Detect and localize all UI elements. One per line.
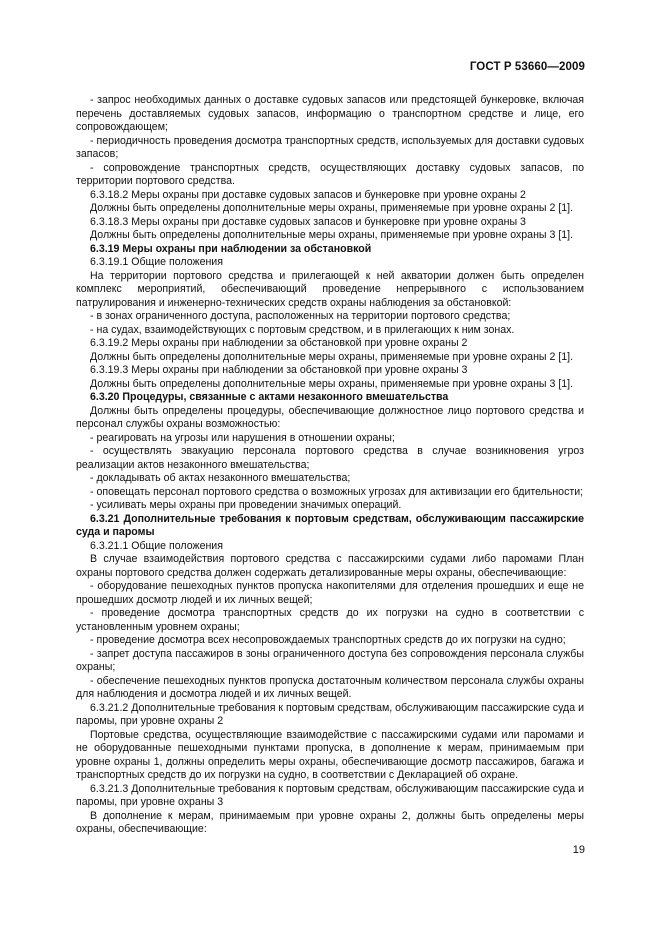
paragraph: Должны быть определены процедуры, обеспечивающие должностное лицо портового средства и персонал службы охраны возможностью: <box>76 404 584 430</box>
paragraph: - на судах, взаимодействующих с портовым средством, и в прилегающих к ним зонах. <box>90 323 515 336</box>
section-heading: 6.3.19 Меры охраны при наблюдении за обстановкой <box>90 242 372 255</box>
page-number: 19 <box>572 844 585 856</box>
paragraph: - усиливать меры охраны при проведении значимых операций. <box>90 499 402 511</box>
paragraph: - докладывать об актах незаконного вмешательства; <box>90 472 351 484</box>
standard-number: ГОСТ Р 53660—2009 <box>469 61 585 73</box>
paragraph: Должны быть определены дополнительные меры охраны, применяемые при уровне охраны 2 [1]. <box>90 350 574 363</box>
paragraph: - оборудование пешеходных пунктов пропуска накопителями для отделения прошедших и еще не прошедших досмотр людей и их личных вещей; <box>76 580 584 606</box>
paragraph: 6.3.19.3 Меры охраны при наблюдении за обстановкой при уровне охраны 3 <box>90 364 468 376</box>
paragraph: 6.3.21.2 Дополнительные требования к портовым средствам, обслуживающим пассажирские суда и паромы, при уровне охраны 2 <box>76 701 584 727</box>
paragraph: 6.3.18.2 Меры охраны при доставке судовых запасов и бункеровке при уровне охраны 2 <box>90 188 526 201</box>
paragraph: - сопровождение транспортных средств, осуществляющих доставку судовых запасов, по территории портового средства. <box>76 161 584 187</box>
section-heading: 6.3.21 Дополнительные требования к портовым средствам, обслуживающим пассажирские суда и паромы <box>76 512 584 538</box>
paragraph: 6.3.21.3 Дополнительные требования к портовым средствам, обслуживающим пассажирские суда и паромы, при уровне охраны 3 <box>76 782 584 808</box>
paragraph: В дополнение к мерам, принимаемым при уровне охраны 2, должны быть определены меры охраны, обеспечивающие: <box>76 809 584 835</box>
paragraph: 6.3.21.1 Общие положения <box>90 539 223 552</box>
paragraph: На территории портового средства и прилегающей к ней акватории должен быть определен комплекс мероприятий, обеспечивающий проведение непрерывного с использованием патрулирования и инженерно-технических средств охраны наблюдения за обстановкой: <box>76 269 584 309</box>
paragraph: - запрет доступа пассажиров в зоны ограниченного доступа без сопровождения персонала службы охраны; <box>76 647 584 673</box>
paragraph: - обеспечение пешеходных пунктов пропуска достаточным количеством персонала службы охраны для наблюдения и досмотра людей и их личных вещей. <box>76 674 584 700</box>
paragraph: Должны быть определены дополнительные меры охраны, применяемые при уровне охраны 3 [1]. <box>90 377 574 390</box>
paragraph: - оповещать персонал портового средства о возможных угрозах для активизации его бдительности; <box>90 485 584 498</box>
paragraph: - в зонах ограниченного доступа, расположенных на территории портового средства; <box>90 310 511 322</box>
paragraph: 6.3.19.2 Меры охраны при наблюдении за обстановкой при уровне охраны 2 <box>90 337 468 349</box>
paragraph: Должны быть определены дополнительные меры охраны, применяемые при уровне охраны 2 [1]. <box>90 202 574 214</box>
paragraph: Портовые средства, осуществляющие взаимодействие с пассажирскими судами или паромами и не оборудованные пешеходными пунктами пропуска, в дополнение к мерам, принимаемым при уровне охраны 1, должны определить меры охраны, обеспечивающие досмотр пассажиров, багажа и транспортных средств до их погрузки на судно, в соответствии с Декларацией об охране. <box>76 728 584 781</box>
paragraph: - запрос необходимых данных о доставке судовых запасов или предстоящей бункеровке, включая перечень доставляемых судовых запасов, информацию о транспортном средстве и лице, его сопровождающем; <box>76 94 584 133</box>
paragraph: - периодичность проведения досмотра транспортных средств, используемых для доставки судовых запасов; <box>76 134 584 160</box>
section-heading: 6.3.20 Процедуры, связанные с актами незаконного вмешательства <box>90 391 449 403</box>
paragraph: - реагировать на угрозы или нарушения в отношении охраны; <box>90 431 395 444</box>
paragraph: - проведение досмотра транспортных средств до их погрузки на судно в соответствии с установленным уровнем охраны; <box>76 607 584 633</box>
paragraph: Должны быть определены дополнительные меры охраны, применяемые при уровне охраны 3 [1]. <box>90 229 574 241</box>
paragraph: 6.3.19.1 Общие положения <box>90 256 223 268</box>
paragraph: В случае взаимодействия портового средства с пассажирскими судами либо паромами План охраны портового средства должен содержать детализированные меры охраны, обеспечивающие: <box>76 553 584 579</box>
document-body <box>76 94 584 837</box>
paragraph: - осуществлять эвакуацию персонала портового средства в случае возникновения угроз реализации актов незаконного вмешательства; <box>76 445 584 471</box>
paragraph: 6.3.18.3 Меры охраны при доставке судовых запасов и бункеровке при уровне охраны 3 <box>90 215 526 228</box>
paragraph: - проведение досмотра всех несопровождаемых транспортных средств до их погрузки на судно; <box>90 634 566 646</box>
